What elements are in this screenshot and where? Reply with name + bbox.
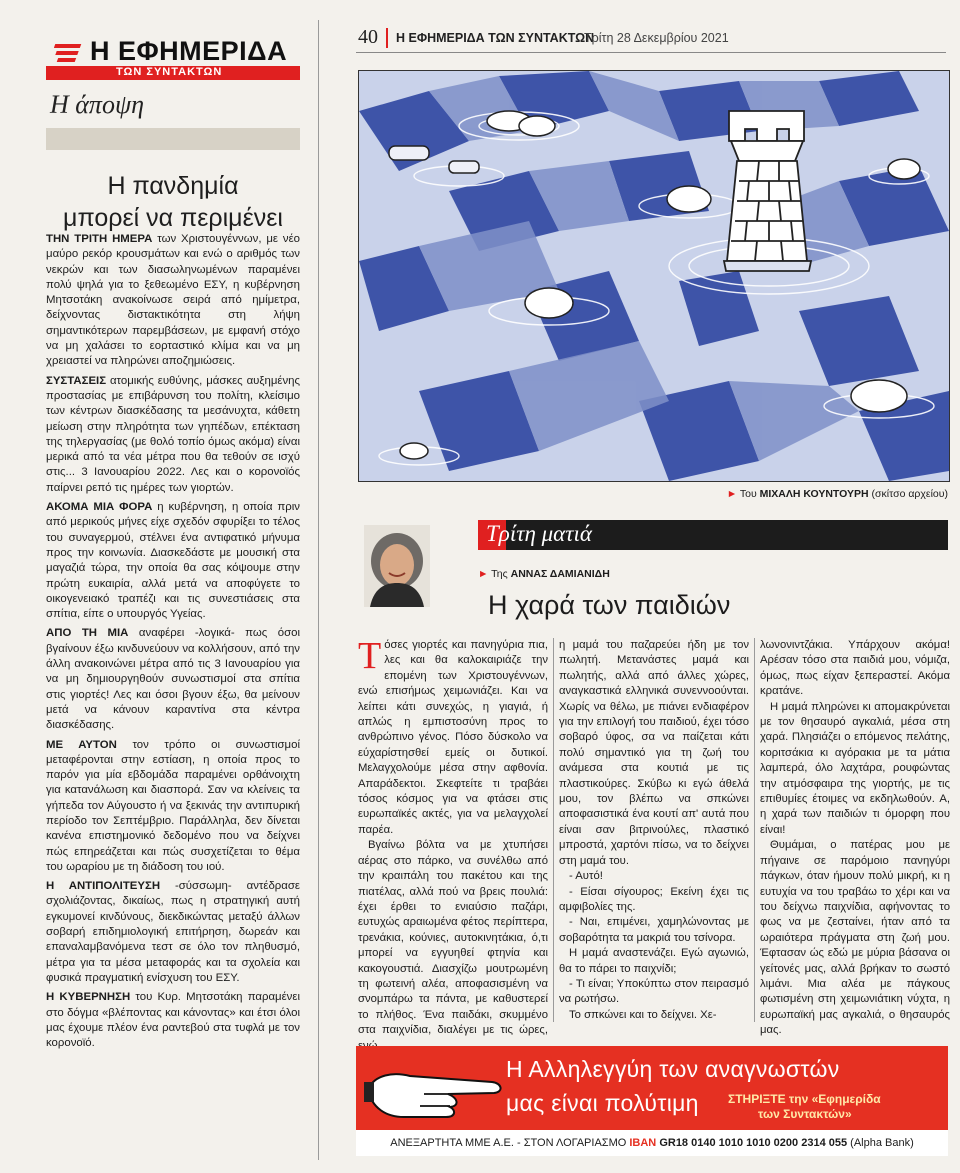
editorial-title (46, 170, 300, 234)
column-paragraph: η μαμά του παζαρεύει ήδη με τον πωλητή. Μετανάστες μαμά και πωλητής, αλλά από άλλες χώρες, αναγκαστικά ελληνικά συνεννοούνται. Χωρίς να θέλω, με πιάνει ενδιαφέρον για την επιλογή του παιδιού, έχει τόσο σοβαρό ύφος, σα να παίζεται κάτι πολύ σημαντικό για τη ζωή του ανάμεσα στα κουτιά με τις πλαστικούρες. Σκύβω κι εγώ άθελά μου, τον βλέπω να σπκώνει αποφασιστικά ένα κουτί απ' αυτά που είναι σαν βιτρινούλες, πλαστικό μπροστά, χαρτόνι πίσω, να το δείχνει στη μαμά του. (559, 639, 749, 867)
article-divider (553, 638, 554, 1022)
ad-support-1: ΣΤΗΡΙΞΤΕ την «Εφημερίδα (728, 1092, 881, 1106)
header-date: Τρίτη 28 Δεκεμβρίου 2021 (584, 31, 729, 45)
editorial-paragraph (46, 626, 300, 733)
editorial-body (46, 232, 300, 1055)
column-paragraph (358, 635, 548, 838)
column-body-col1 (358, 635, 548, 1054)
ad-bank: (Alpha Bank) (850, 1137, 914, 1149)
column-body-col3 (760, 638, 950, 1039)
masthead-stripes-icon (54, 42, 84, 64)
header-separator (386, 28, 388, 48)
section-bar (46, 128, 300, 150)
pointing-hand-icon (364, 1062, 514, 1122)
column-title: Η χαρά των παιδιών (488, 590, 731, 620)
column-text: όσες γιορτές και πανηγύρια πια, λες και θα καλοκαιριάζε την επομένη των Χριστουγέννων, ενώ επισήμως χειμωνιάζει. Και να λείπει κάτι συνεχώς, η γιαγιά, ή απλώς η εμπιστοσύνη προς το ανθρώπινο γένος. Πόσο δύσκολο να εύχαρίστησθεί εμείς οι δυτικοί. Μελαγχολούμε μέσα στην αφθονία. Απαράδεκτοι. Σκεφτείτε τι τραβάει τόσος κόσμος για να φτάσει στις ευρωπαϊκές ακτές, για να μελαγχολεί παρέα. (358, 639, 548, 836)
editorial-paragraph (46, 738, 300, 876)
dropcap: Τ (358, 635, 382, 677)
column-paragraph: Θυμάμαι, ο πατέρας μου με πήγαινε σε παρόμοιο πανηγύρι πάγκων, όταν ήμουν πολύ μικρή, κι η ευτυχία να του τραβάω το χέρι και να του δείχνω παιχνίδια, αφήνοντας το φως να με ζεσταίνει, ήταν από τα ωραιότερα πράγματα στη ζωή μου. Έφτασαν ώς εδώ με μύρια βάσανα οι γείτονές μας, αλλά βρήκαν το σωστό λιμάνι. Μια αλέα με πάγκους φωτισμένη στη χειμωνιάτικη νύχτα, η ευρωπαϊκή μας αγκαλιά, ο θησαυρός μας. (760, 839, 950, 1037)
editorial-text: των Χριστουγέννων, με νέο μαύρο ρεκόρ κρουσμάτων και ενώ ο αριθμός των νεκρών και των διασωληνωμένων παραμένει πολύ ψηλά για το ξεθεωμένο ΕΣΥ, η κυβέρνηση Μητσοτάκη ανακοίνωσε σειρά από ημίμετρα, δείχνοντας διστακτικότητα στη λήψη σημαντικότερων παρεμβάσεων, με εμφανή στόχο να μη χαλάσει το εορταστικό κλίμα και να μη χρειαστεί να πληρώνει αποζημιώσεις. (46, 233, 300, 368)
ad-support-2: των Συντακτών» (758, 1107, 852, 1121)
editorial-title-line1: Η πανδημία (107, 172, 239, 200)
masthead (46, 36, 300, 82)
editorial-title-line2: μπορεί να περιμένει (63, 204, 283, 232)
masthead-logo-sub (46, 66, 300, 80)
cartoon-chess-rook-illustration (359, 71, 949, 481)
credit-prefix: Του (739, 488, 757, 500)
column-body-col2 (559, 638, 749, 1023)
column-paragraph: Βγαίνω βόλτα να με χτυπήσει αέρας στο πάρκο, να συνέλθω από την κραιπάλη του πακέτου και της πιατέλας, αλλά πού να βρεις πουλιά: έχει έρθει το ενιαύσιο παζάρι, ευτυχώς αραιωμένα φέτος περίπτερα, τρενάκια, κούνιες, αυτοκινητάκια, ό,τι μπορεί να εγγυηθεί φτηνία και κακογουστιά. Διασχίζω μουτρωμένη τη φωτεινή αλέα, αποφασισμένη να σνομπάρω τα πάντα, με καθυστερεί το πλήθος. Ένα παιδάκι, σκυμμένο στα παιχνίδια, διαλέγει με τις ώρες, (358, 839, 548, 1037)
column-byline (478, 568, 610, 580)
rubric-rest: ρίτη ματιά (498, 521, 592, 546)
editorial-paragraph (46, 232, 300, 370)
column-paragraph: Το σπκώνει και το δείχνει. Χε- (569, 1008, 717, 1021)
editorial-lead: ΑΚΟΜΑ ΜΙΑ ΦΟΡΑ (46, 501, 153, 514)
column-divider (318, 20, 319, 1160)
author-photo (364, 525, 430, 607)
ad-headline-1: Η Αλληλεγγύη των αναγνωστών (506, 1056, 840, 1082)
editorial-lead: Η ΑΝΤΙΠΟΛΙΤΕΥΣΗ (46, 880, 161, 893)
solidarity-ad (356, 1046, 948, 1156)
editorial-text: η κυβέρνηση, η οποία πριν από μερικούς μήνες είχε σχεδόν σφυρίξει το τέλος του συναγερμού, στέλνει ένα αντιφατικό μήνυμα προς την κοινωνία. Διασκεδάστε με μουσική στα μαγαζιά τώρα, την οποία θα σας κόψουμε στην πρώτη ευκαιρία, αλλά μετά να αποφύγετε το οικογενειακό τραπέζι και τις συνεστιάσεις στα σπίτια, είπε ο υπουργός Υγείας. (46, 501, 300, 621)
column-rubric (486, 521, 592, 547)
article-divider (754, 638, 755, 1022)
column-paragraph: Η μαμά πληρώνει κι απομακρύνεται με τον θησαυρό αγκαλιά, μέσα στη χαρά. Πλησιάζει ο επόμενος πελάτης, κοριτσάκια κι αγόρακια με τα μάτια λαμπερά, όλο λαχτάρα, ρουφώντας την ατμόσφαιρα της γιορτής, με τις επιθυμίες έτοιμες να εκδηλωθούν. Α, η χαρά των παιδιών τι όμορφη που είναι! (760, 700, 950, 836)
editorial-paragraph (46, 500, 300, 622)
editorial-text: τον τρόπο οι συνωστισμοί μεταφέρονται στην εστίαση, η οποία προς το παρόν για μία εβδομάδα παραμένει ορθάνοιχτη για κατανάλωση και διασπορά. Σαν να κλείνεις τα γήπεδα τον Αύγουστο ή να ξεκινάς την αντιπυρική περίοδο τον Σεπτέμβριο. Παράλληλα, δεν δίνεται κανένα επιστημονικό δεδομένο που να δείχνει πώς επηρεάζεται και πώς συσχετίζεται το θέμα του ωραρίου με τη διάδοση του ιού. (46, 738, 300, 873)
ad-headline-2: μας είναι πολύτιμη (506, 1090, 699, 1116)
cartoon-note: (σκίτσο αρχείου) (871, 488, 948, 500)
editorial-text: αναφέρει -λογικά- πως όσοι βγαίνουν έξω κινδυνεύουν να κολλήσουν, από την άλλη ανακοινώνει μέτρα από τις 3 Ιανουαρίου για να μη δημιουργηθούν συνωστισμοί στα σπίτια στις γιορτές! Λες και όσοι βγουν έξω, θα μείνουν μετά να κάνουν καραντίνα στα κέντρα διασκέδασης. (46, 627, 300, 732)
author-portrait-icon (364, 525, 430, 607)
masthead-logo: Η ΕΦΗΜΕΡΙΔΑ (90, 36, 288, 66)
editorial-paragraph (46, 374, 300, 496)
ad-iban: GR18 0140 1010 1010 0200 2314 055 (659, 1137, 848, 1149)
editorial-paragraph (46, 990, 300, 1051)
byline-arrow-icon: ► (478, 568, 489, 580)
rook-icon (724, 111, 811, 271)
editorial-text: -σύσσωμη- αντέδρασε σχολιάζοντας, δικαίως, πως η στρατηγική αυτή εγκυμονεί κινδύνους, διεκδικώντας μεταξύ άλλων σοβαρή επιδημιολογική επιτήρηση, δωρεάν και επαναλαμβανόμενα τεστ σε όλο τον πληθυσμό, μέτρα για τα μέσα μεταφοράς και τα σχολεία και φυσικά πραγματική ενίσχυση του ΕΣΥ. (46, 880, 300, 984)
column-paragraph: - Είσαι σίγουρος; Εκείνη έχει τις αμφιβολίες της. (559, 885, 749, 913)
column-rubric-bar (478, 520, 948, 550)
editorial-lead: ΣΥΣΤΑΣΕΙΣ (46, 374, 107, 387)
section-label: Η άποψη (50, 90, 144, 119)
credit-arrow-icon: ► (726, 488, 738, 500)
editorial-text: του Κυρ. Μητσοτάκη παραμένει στο δόγμα «βλέποντας και κάνοντας» και έτσι όλοι μας έχουμε πλέον ένα ραντεβού στα τυφλά με τον κορονοϊό. (46, 991, 300, 1050)
editorial-paragraph (46, 879, 300, 986)
ad-footer (356, 1130, 948, 1156)
editorial-text: ατομικής ευθύνης, μάσκες αυξημένης προστασίας με επιβάρυνση του πολίτη, κλείσιμο των κέντρων διασκέδασης τα μεσάνυχτα, κάθετη μείωση στην πληρότητα των γηπέδων, επέκταση της τηλεργασίας (με θολό τοπίο όμως ακόμα) είναι μερικά από τα νέα μέτρα που θα τεθούν σε ισχύ στις... 3 Ιανουαρίου 2022. Λες και ο κορονοϊός παίρνει ρεπό τις ημέρες των γιορτών. (46, 374, 300, 494)
rubric-accent: Τ (486, 521, 499, 546)
byline-prefix: Της (491, 568, 508, 580)
masthead-logo-sub-text: ΤΩΝ ΣΥΝΤΑΚΤΩΝ (116, 66, 223, 78)
column-paragraph: λωνονιντζάκια. Υπάρχουν ακόμα! Αρέσαν τόσο στα παιδιά μου, νόμιζα, όμως, πως είχαν ξεπεραστεί. Ακόμα κρατάνε. (760, 639, 950, 698)
header-paper-name: Η ΕΦΗΜΕΡΙΔΑ ΤΩΝ ΣΥΝΤΑΚΤΩΝ (396, 31, 595, 45)
page-header (356, 26, 946, 53)
editorial-lead: Η ΚΥΒΕΡΝΗΣΗ (46, 991, 131, 1004)
editorial-lead: ΤΗΝ ΤΡΙΤΗ ΗΜΕΡΑ (46, 233, 153, 245)
cartoon-artist: ΜΙΧΑΛΗ ΚΟΥΝΤΟΥΡΗ (759, 488, 869, 500)
column-paragraph: Η μαμά αναστενάζει. Εγώ αγωνιώ, θα το πάρει το παιχνίδι; (559, 947, 749, 975)
editorial-lead: ΑΠΟ ΤΗ ΜΙΑ (46, 627, 129, 640)
cartoon-frame (358, 70, 950, 482)
editorial-lead: ΜΕ ΑΥΤΟΝ (46, 738, 117, 751)
ad-footer-prefix: ΑΝΕΞΑΡΤΗΤΑ ΜΜΕ Α.Ε. - ΣΤΟΝ ΛΟΓΑΡΙΑΣΜΟ (390, 1137, 627, 1149)
column-paragraph: - Αυτό! (569, 870, 603, 883)
page-number: 40 (358, 26, 378, 48)
column-author: ΑΝΝΑΣ ΔΑΜΙΑΝΙΔΗ (510, 568, 610, 580)
column-paragraph: - Τι είναι; Υποκύπτω στον πειρασμό να ρωτήσω. (559, 977, 749, 1006)
ad-iban-label: IBAN (629, 1137, 657, 1149)
cartoon-credit (600, 488, 948, 500)
column-paragraph: - Ναι, επιμένει, χαμηλώνοντας με σοβαρότητα τα μακριά του τσίνορα. (559, 916, 749, 944)
